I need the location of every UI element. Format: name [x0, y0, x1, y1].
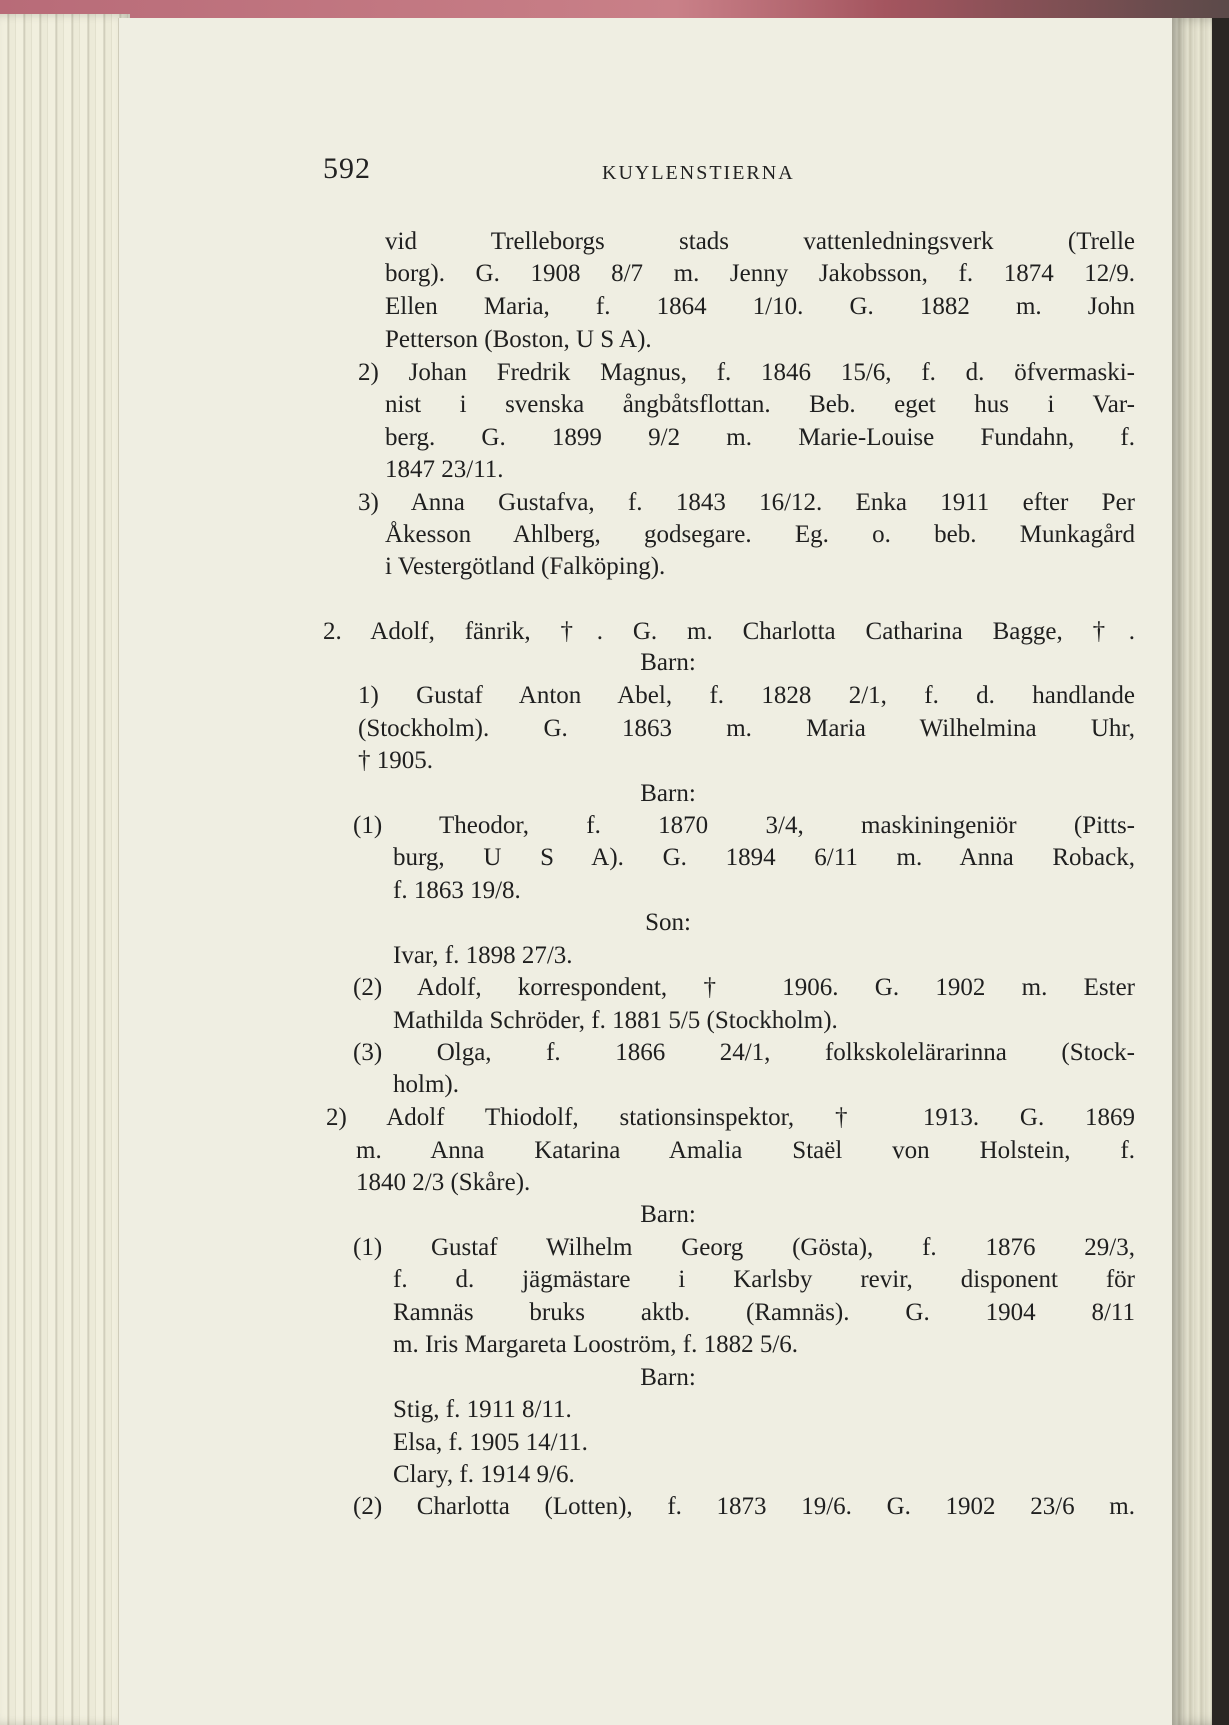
- text-line: 2) Adolf Thiodolf, stationsinspektor, † 1913. G. 1869: [326, 1104, 1135, 1131]
- text-line: (2) Adolf, korrespondent, † 1906. G. 1902 m. Ester: [353, 974, 1135, 1001]
- text-line: (1) Gustaf Wilhelm Georg (Gösta), f. 1876 29/3,: [353, 1234, 1135, 1261]
- text-line: 2. Adolf, fänrik, †. G. m. Charlotta Catharina Bagge, †.: [323, 618, 1135, 645]
- text-line: 3) Anna Gustafva, f. 1843 16/12. Enka 1911 efter Per: [358, 489, 1135, 516]
- text-line: i Vestergötland (Falköping).: [385, 553, 666, 580]
- text-line: 1) Gustaf Anton Abel, f. 1828 2/1, f. d. handlande: [358, 682, 1135, 709]
- text-line: 2) Johan Fredrik Magnus, f. 1846 15/6, f. d. öfvermaski-: [358, 359, 1135, 386]
- text-line: Åkesson Ahlberg, godsegare. Eg. o. beb. Munkagård: [385, 521, 1135, 548]
- text-line: berg. G. 1899 9/2 m. Marie-Louise Fundahn, f.: [385, 424, 1135, 451]
- text-line: f. 1863 19/8.: [393, 877, 521, 904]
- text-line: Ramnäs bruks aktb. (Ramnäs). G. 1904 8/11: [393, 1299, 1135, 1326]
- text-line: m. Anna Katarina Amalia Staël von Holstein, f.: [356, 1137, 1135, 1164]
- section-label: Barn:: [640, 649, 696, 676]
- text-line: (3) Olga, f. 1866 24/1, folkskolelärarinna (Stock-: [353, 1039, 1135, 1066]
- text-line: Ellen Maria, f. 1864 1/10. G. 1882 m. John: [385, 293, 1135, 320]
- text-line: (Stockholm). G. 1863 m. Maria Wilhelmina Uhr,: [358, 715, 1135, 742]
- text-line: Mathilda Schröder, f. 1881 5/5 (Stockholm).: [393, 1007, 838, 1034]
- text-line: Ivar, f. 1898 27/3.: [393, 942, 573, 969]
- text-line: burg, U S A). G. 1894 6/11 m. Anna Roback,: [393, 844, 1135, 871]
- text-line: Clary, f. 1914 9/6.: [393, 1461, 575, 1488]
- text-line: borg). G. 1908 8/7 m. Jenny Jakobsson, f. 1874 12/9.: [385, 260, 1135, 287]
- section-label: Barn:: [640, 1201, 696, 1228]
- text-line: Petterson (Boston, U S A).: [385, 326, 652, 353]
- page-number: 592: [323, 152, 371, 185]
- text-line: holm).: [393, 1071, 459, 1098]
- text-line: vid Trelleborgs stads vattenledningsverk (Trelle: [385, 228, 1135, 255]
- text-line: (1) Theodor, f. 1870 3/4, maskiningeniör (Pitts-: [353, 812, 1135, 839]
- text-line: Elsa, f. 1905 14/11.: [393, 1429, 588, 1456]
- text-line: nist i svenska ångbåtsflottan. Beb. eget hus i Var-: [385, 391, 1135, 418]
- text-line: Stig, f. 1911 8/11.: [393, 1396, 572, 1423]
- text-line: m. Iris Margareta Looström, f. 1882 5/6.: [393, 1331, 799, 1358]
- text-line: 1847 23/11.: [385, 456, 504, 483]
- page-header: [118, 152, 1173, 192]
- page-stack-left: [0, 14, 130, 1725]
- text-line: f. d. jägmästare i Karlsby revir, disponent för: [393, 1266, 1135, 1293]
- section-label: Son:: [645, 909, 691, 936]
- section-label: Barn:: [640, 1364, 696, 1391]
- book-gutter-shadow: [1212, 18, 1229, 1725]
- text-line: † 1905.: [358, 747, 433, 774]
- section-label: Barn:: [640, 780, 696, 807]
- text-line: (2) Charlotta (Lotten), f. 1873 19/6. G. 1902 23/6 m.: [353, 1493, 1135, 1520]
- text-line: 1840 2/3 (Skåre).: [356, 1169, 531, 1196]
- running-title: KUYLENSTIERNA: [602, 162, 795, 184]
